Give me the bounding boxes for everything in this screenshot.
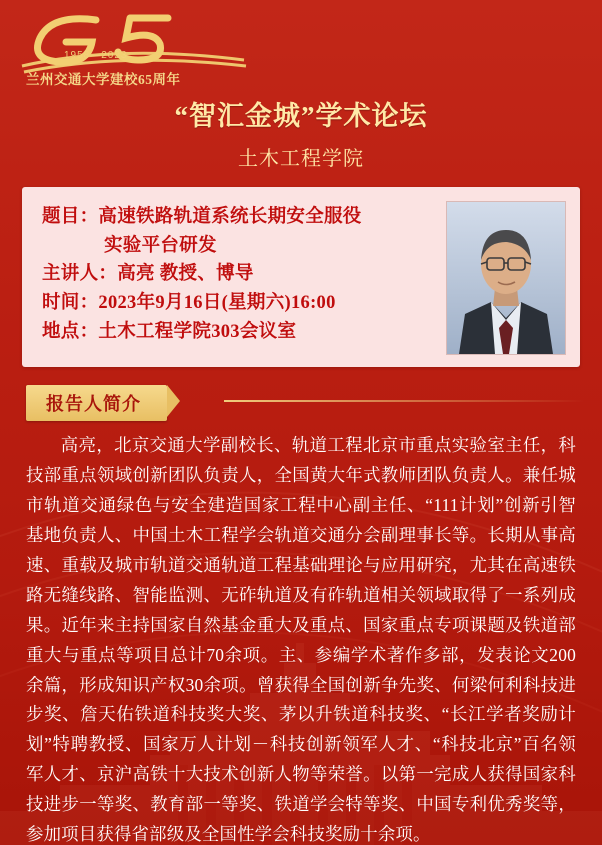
time-label: 时间： (42, 293, 99, 314)
topic-label: 题目： (42, 207, 99, 227)
banner-tail-decoration (224, 400, 584, 402)
anniversary-65-icon (18, 8, 248, 74)
poster-header (0, 0, 602, 92)
forum-title: “智汇金城”学术论坛 (174, 101, 428, 131)
speaker-row (42, 260, 382, 289)
place-value: 土木工程学院303会议室 (98, 321, 297, 342)
topic-line1: 高速铁路轨道系统长期安全服役 (98, 207, 362, 227)
section-banner-row (26, 385, 602, 419)
place-row (42, 318, 382, 347)
event-info-card (22, 187, 580, 367)
place-label: 地点： (42, 321, 99, 342)
speaker-portrait-image (447, 202, 565, 354)
topic-line2: 实验平台研发 (104, 235, 217, 256)
logo-anniversary-text: 兰州交通大学建校65周年 (26, 72, 181, 87)
logo-year-range: 1958—2023 (64, 50, 128, 61)
university-logo (18, 10, 258, 92)
time-row (42, 289, 382, 318)
event-info-text-column (42, 203, 382, 346)
time-value: 2023年9月16日(星期六)16:00 (98, 293, 336, 314)
section-banner-label: 报告人简介 (26, 385, 167, 421)
speaker-portrait (446, 201, 566, 355)
speaker-value: 高亮 教授、博导 (117, 264, 254, 285)
topic-row (42, 203, 382, 232)
college-name: 土木工程学院 (238, 148, 364, 170)
speaker-label: 主讲人： (42, 264, 118, 285)
speaker-bio-text: 高亮，北京交通大学副校长、轨道工程北京市重点实验室主任，科技部重点领域创新团队负责人，全国黄大年式教师团队负责人。兼任城市轨道交通绿色与安全建造国家工程中心副主任、“111计划”创新引智基地负责人、中国土木工程学会轨道交通分会副理事长等。长期从事高速、重载及城市轨道交通轨道工程基础理论与应用研究，尤其在高速铁路无缝线路、智能监测、无砟轨道及有砟轨道相关领域取得了一系列成果。近年来主持国家自然基金重大及重点、国家重点专项课题及铁道部重大与重点等项目总计70余项。主、参编学术著作多部，发表论文200余篇，形成知识产权30余项。曾获得全国创新争先奖、何梁何利科技进步奖、詹天佑铁道科技奖大奖、茅以升铁道科技奖、“长江学者奖励计划”特聘教授、国家万人计划－科技创新领军人才、“科技北京”百名领军人才、京沪高铁十大技术创新人物等荣誉。以第一完成人获得国家科技进步一等奖、教育部一等奖、铁道学会特等奖、中国专利优秀奖等，参加项目获得省部级及全国性学会科技奖励十余项。 (26, 435, 576, 845)
